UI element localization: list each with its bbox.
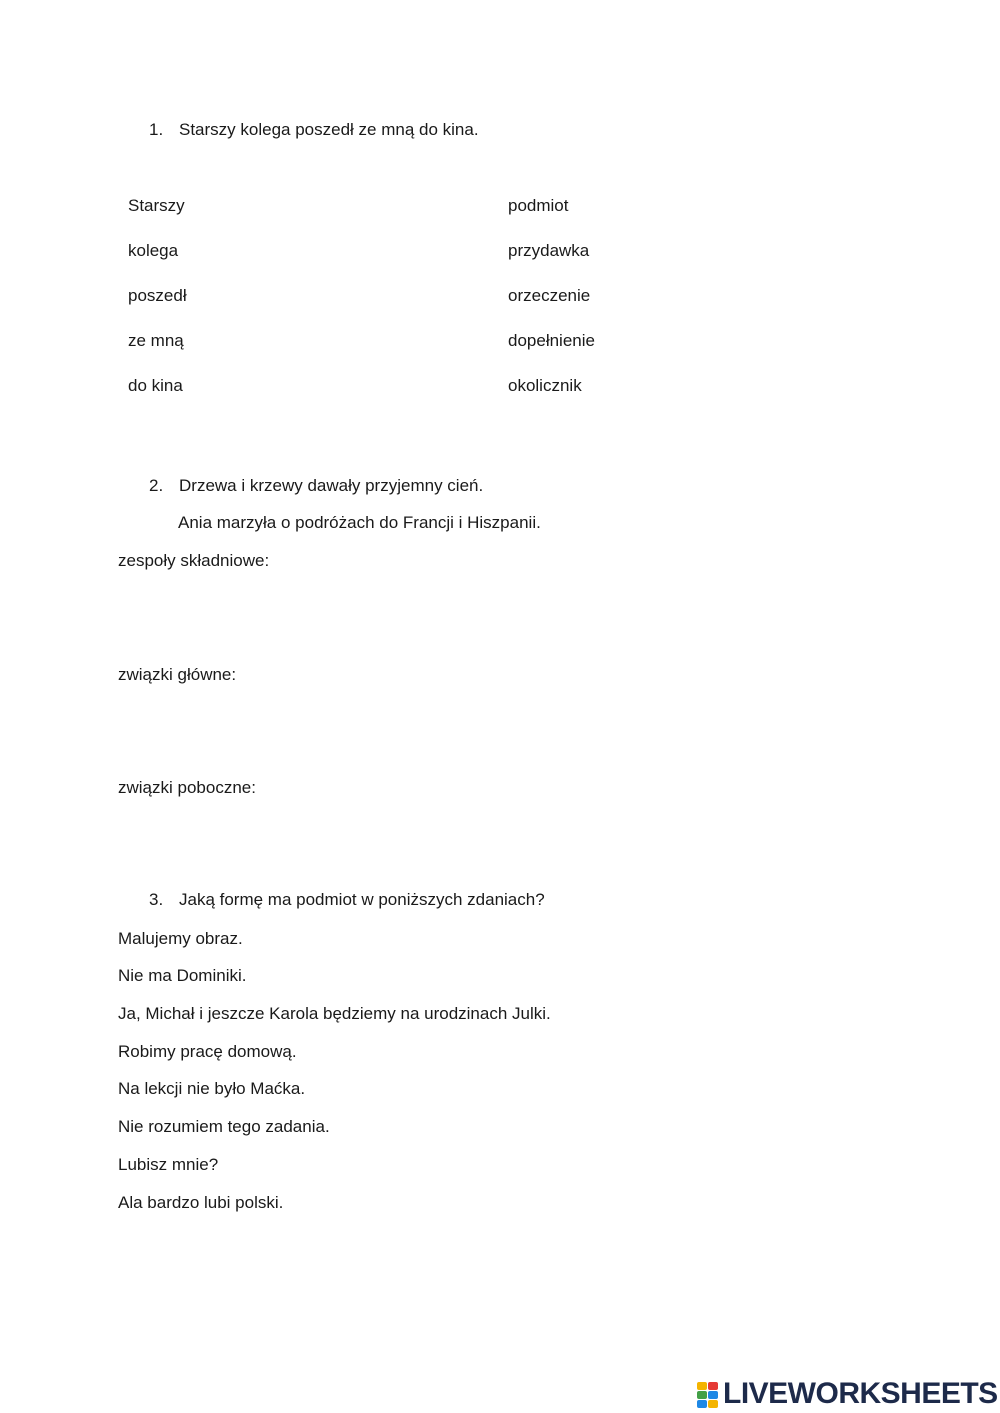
q2-sentence-2: Ania marzyła o podróżach do Francji i Hiszpanii. [178, 513, 541, 532]
q3-sentence: Robimy pracę domową. [118, 1042, 297, 1061]
q3-sentence: Nie ma Dominiki. [118, 966, 247, 985]
q3-number: 3. [149, 890, 164, 909]
q1-word[interactable]: kolega [128, 241, 179, 260]
q1-word[interactable]: Starszy [128, 196, 185, 215]
q1-word[interactable]: do kina [128, 376, 183, 395]
q1-word[interactable]: ze mną [128, 331, 184, 350]
q3-sentence: Nie rozumiem tego zadania. [118, 1117, 330, 1136]
q1-number: 1. [149, 120, 164, 139]
q1-role[interactable]: okolicznik [508, 376, 582, 395]
q1-role[interactable]: podmiot [508, 196, 569, 215]
q3-sentence: Malujemy obraz. [118, 929, 243, 948]
liveworksheets-logo-icon [697, 1380, 719, 1408]
q1-sentence: Starszy kolega poszedł ze mną do kina. [179, 120, 479, 139]
q3-sentence: Ala bardzo lubi polski. [118, 1193, 284, 1212]
q3-sentence: Na lekcji nie było Maćka. [118, 1079, 306, 1098]
q2-number: 2. [149, 476, 164, 495]
q2-label-side: związki poboczne: [118, 778, 256, 797]
q2-label-main: związki główne: [118, 665, 237, 684]
q2-label-groups: zespoły składniowe: [118, 551, 270, 570]
q2-sentence-1: Drzewa i krzewy dawały przyjemny cień. [179, 476, 484, 495]
q3-sentence: Ja, Michał i jeszcze Karola będziemy na urodzinach Julki. [118, 1004, 551, 1023]
liveworksheets-logo [697, 1377, 998, 1411]
q1-role[interactable]: dopełnienie [508, 331, 595, 350]
q1-role[interactable]: orzeczenie [508, 286, 591, 305]
q3-question: Jaką formę ma podmiot w poniższych zdaniach? [179, 890, 545, 909]
liveworksheets-logo-text: LIVEWORKSHEETS [723, 1377, 998, 1410]
q1-word[interactable]: poszedł [128, 286, 187, 305]
q3-sentence: Lubisz mnie? [118, 1155, 219, 1174]
q1-role[interactable]: przydawka [508, 241, 590, 260]
